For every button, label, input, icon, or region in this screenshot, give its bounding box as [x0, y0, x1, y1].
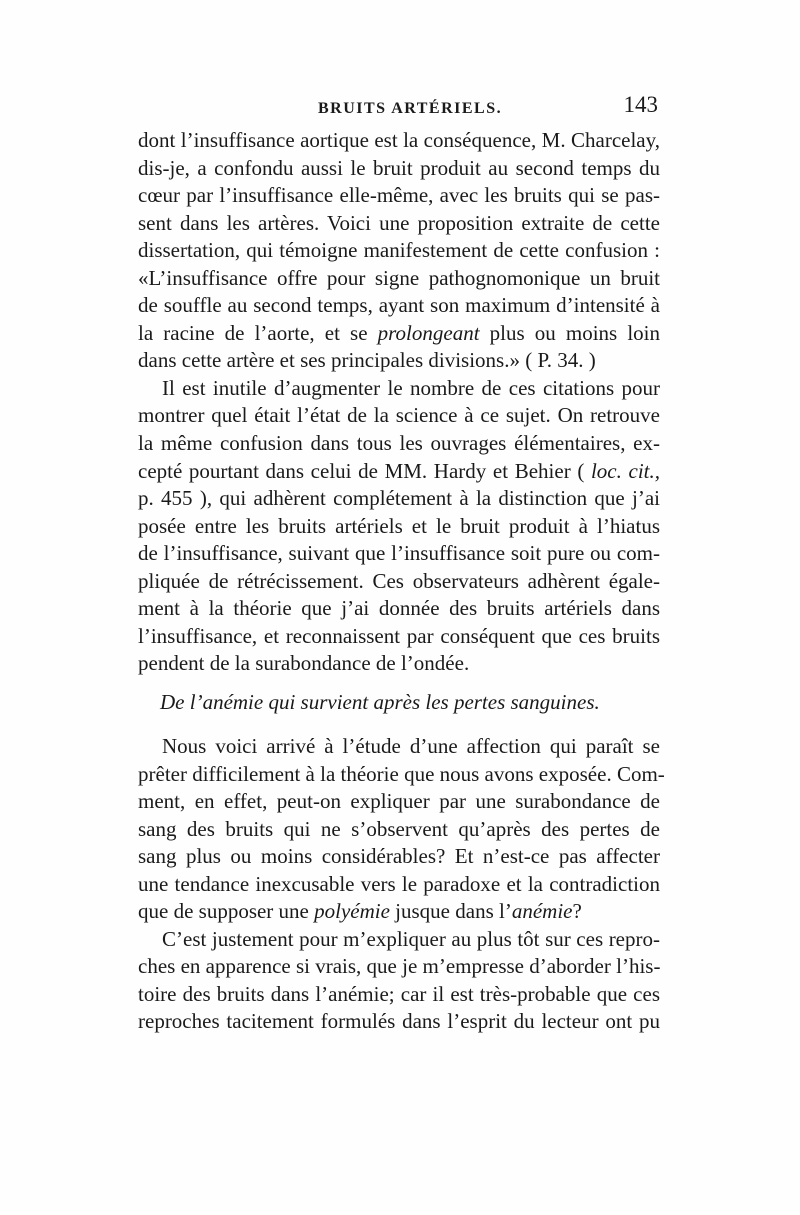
text-line: pliquée de rétrécissement. Ces observateurs adhèrent égale-: [138, 568, 660, 593]
text-line: de souffle au second temps, ayant son maximum d’intensité à: [138, 293, 660, 318]
text-line: de l’insuffisance, suivant que l’insuffisance soit pure ou com-: [138, 541, 660, 566]
text-line: dont l’insuffisance aortique est la conséquence, M. Charcelay,: [138, 128, 660, 152]
text-line: cœur par l’insuffisance elle-même, avec les bruits qui se pas-: [138, 183, 660, 208]
page-number: 143: [623, 92, 658, 117]
text-line: dis-je, a confondu aussi le bruit produit au second temps du: [138, 155, 660, 180]
text-line: pendent de la surabondance de l’ondée.: [138, 651, 470, 676]
text-line: [138, 320, 660, 348]
text-line: sent dans les artères. Voici une proposition extraite de cette: [138, 210, 660, 235]
text-line: ches en apparence si vrais, que je m’empresse d’aborder l’his-: [138, 954, 661, 979]
running-title: BRUITS ARTÉRIELS.: [318, 100, 503, 117]
text-line: [138, 898, 660, 926]
text-line: l’insuffisance, et reconnaissent par conséquent que ces bruits: [138, 623, 660, 648]
text-segment: cepté pourtant dans celui de MM. Hardy et Behier (: [138, 458, 591, 483]
text-line: [138, 458, 660, 486]
body-text-continued: [138, 733, 665, 1036]
text-line: sang des bruits qui ne s’observent qu’après des pertes de: [138, 816, 660, 841]
italic-citation: loc. cit.,: [590, 458, 660, 483]
text-line: C’est justement pour m’expliquer au plus tôt sur ces repro-: [162, 926, 660, 951]
section-heading: De l’anémie qui survient après les pertes sanguines.: [160, 690, 600, 714]
text-line: montrer quel était l’état de la science à ce sujet. On retrouve: [138, 403, 660, 428]
page-header: [138, 92, 658, 122]
italic-word: polyémie: [314, 899, 390, 924]
text-line: ment, en effet, peut-on expliquer par une surabondance de: [138, 789, 660, 814]
text-line: la même confusion dans tous les ouvrages élémentaires, ex-: [138, 431, 660, 456]
italic-word: anémie: [511, 899, 573, 924]
text-line: Il est inutile d’augmenter le nombre de ces citations pour: [162, 375, 660, 400]
body-text: [138, 127, 660, 678]
text-segment: que de supposer une: [138, 899, 315, 924]
text-line: posée entre les bruits artériels et le bruit produit à l’hiatus: [138, 513, 660, 538]
text-line: p. 455 ), qui adhèrent complétement à la distinction que j’ai: [138, 486, 660, 511]
text-segment: jusque dans l’: [389, 899, 512, 924]
text-line: une tendance inexcusable vers le paradoxe et la contradiction: [138, 871, 660, 896]
text-line: «L’insuffisance offre pour signe pathognomonique un bruit: [138, 265, 660, 290]
text-line: sang plus ou moins considérables? Et n’est-ce pas affecter: [138, 844, 660, 869]
text-segment: ?: [572, 899, 582, 924]
text-line: Nous voici arrivé à l’étude d’une affection qui paraît se: [162, 734, 660, 758]
text-line: dans cette artère et ses principales divisions.» ( P. 34. ): [138, 348, 596, 373]
italic-word: prolongeant: [377, 320, 480, 345]
text-line: reproches tacitement formulés dans l’esprit du lecteur ont pu: [138, 1009, 660, 1034]
text-line: dissertation, qui témoigne manifestement de cette confusion :: [138, 238, 660, 263]
text-line: prêter difficilement à la théorie que nous avons exposée. Com-: [138, 761, 665, 786]
text-segment: plus ou moins loin: [479, 320, 660, 345]
text-line: toire des bruits dans l’anémie; car il est très-probable que ces: [138, 981, 660, 1006]
text-line: ment à la théorie que j’ai donnée des bruits artériels dans: [138, 596, 660, 621]
text-segment: la racine de l’aorte, et se: [138, 320, 378, 345]
